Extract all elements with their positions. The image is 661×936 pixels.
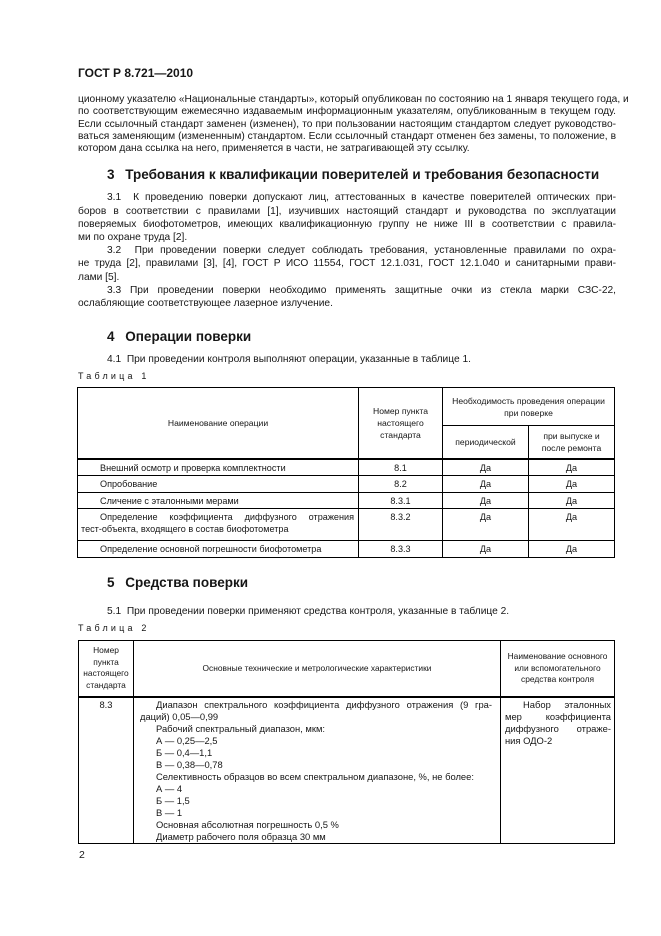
header-periodic: периодической xyxy=(443,426,529,459)
operation-cell: Определение основной погрешности биофотометра xyxy=(78,541,359,558)
clause-cell: 8.3.2 xyxy=(359,509,443,541)
clause-cell: 8.1 xyxy=(359,459,443,476)
clause-cell: 8.2 xyxy=(359,476,443,493)
clause-cell: 8.3 xyxy=(79,697,134,844)
clause-3-2 xyxy=(78,244,616,284)
clause-3-3 xyxy=(78,284,616,310)
table-1-caption: Таблица 1 xyxy=(78,370,150,381)
header-operation: Наименование операции xyxy=(78,388,359,459)
periodic-cell: Да xyxy=(443,493,529,509)
table-header-row xyxy=(78,388,615,426)
section-title: Средства поверки xyxy=(125,575,249,590)
section-number: 4 xyxy=(107,329,115,344)
clause-cell: 8.3.3 xyxy=(359,541,443,558)
table-2-verification-means xyxy=(78,640,615,844)
text-line: котором дана ссылка на него, применяется в части, не затрагивающей эту ссылку. xyxy=(78,143,470,155)
header-necessity: Необходимость проведения операции при поверке xyxy=(443,388,615,426)
periodic-cell: Да xyxy=(443,541,529,558)
page-number: 2 xyxy=(79,849,85,861)
table-row xyxy=(79,697,615,844)
release-repair-cell: Да xyxy=(529,476,615,493)
text-line: лами [5]. xyxy=(78,271,120,283)
clause-cell: 8.3.1 xyxy=(359,493,443,509)
table-row xyxy=(78,476,615,493)
text-line: 5.1 При проведении поверки применяют средства контроля, указанные в таблице 2. xyxy=(107,606,510,618)
operation-cell: Определение коэффициента диффузного отражения тест-объекта, входящего в состав биофотометра xyxy=(78,509,359,541)
text-line: не труда [2], правилами [3], [4], ГОСТ Р ИСО 11554, ГОСТ 12.1.031, ГОСТ 12.1.040 и санитарными прави- xyxy=(78,258,616,270)
section-title: Требования к квалификации поверителей и требования безопасности xyxy=(125,167,600,182)
text-line: по соответствующим ежемесячно издаваемым информационным указателям, опубликованным в текущем году. xyxy=(78,106,616,118)
clause-5-1 xyxy=(78,605,616,618)
operation-cell: Опробование xyxy=(78,476,359,493)
table-1-operations xyxy=(77,387,615,558)
section-3-clauses xyxy=(78,191,616,310)
header-characteristics: Основные технические и метрологические характеристики xyxy=(134,641,501,697)
text-line: Если ссылочный стандарт заменен (изменен), то при пользовании настоящим стандартом следует руководство- xyxy=(78,118,616,130)
text-line: ционному указателю «Национальные стандарты», который опубликован по состоянию на 1 января текущего года, и xyxy=(78,93,629,105)
clause-4-1 xyxy=(78,353,616,366)
release-repair-cell: Да xyxy=(529,493,615,509)
text-line: 3.1 К проведению поверки допускают лиц, аттестованных в качестве поверителей оптических при- xyxy=(107,192,616,204)
section-4-heading xyxy=(107,329,251,345)
text-line: поверяемых биофотометров, имеющих квалификационную группу не ниже III в соответствии с правила- xyxy=(78,218,616,230)
text-line: ваться заменяющим (измененным) стандартом. Если ссылочный стандарт отменен без замены, то положение, в xyxy=(78,130,616,142)
header-release-repair: при выпуске и после ремонта xyxy=(529,426,615,459)
operation-cell: Внешний осмотр и проверка комплектности xyxy=(78,459,359,476)
header-means: Наименование основного или вспомогательного средства контроля xyxy=(501,641,615,697)
table-row xyxy=(78,493,615,509)
periodic-cell: Да xyxy=(443,459,529,476)
text-line: боров в соответствии с правилами [1], изучивших настоящий стандарт и руководства по эксплуатации xyxy=(78,205,616,217)
section-5-heading xyxy=(107,575,248,591)
header-clause-number: Номер пункта настоящего стандарта xyxy=(359,388,443,459)
operation-cell: Сличение с эталонными мерами xyxy=(78,493,359,509)
intro-paragraph xyxy=(78,93,629,156)
release-repair-cell: Да xyxy=(529,459,615,476)
periodic-cell: Да xyxy=(443,509,529,541)
table-row xyxy=(78,509,615,541)
header-clause-number: Номер пункта настоящего стандарта xyxy=(79,641,134,697)
section-number: 5 xyxy=(107,575,115,590)
section-3-heading xyxy=(107,167,599,183)
release-repair-cell: Да xyxy=(529,541,615,558)
text-line: ми по охране труда [2]. xyxy=(78,231,188,243)
periodic-cell: Да xyxy=(443,476,529,493)
table-2-caption: Таблица 2 xyxy=(78,622,150,633)
section-number: 3 xyxy=(107,167,115,182)
characteristics-cell: Диапазон спектрального коэффициента диффузного отражения (9 гра- даций) 0,05—0,99 Рабочий спектральный диапазон, мкм: А — 0,25—2,5 Б — 0,4—1,1 В — 0,38—0,78 Селективность образцов во всем спектральном диапазоне, %, не более: А — 4 Б — 1,5 В — 1 Основная абсолютная погрешность 0,5 % Диаметр рабочего поля образца 30 мм xyxy=(134,697,501,844)
table-header-row xyxy=(79,641,615,697)
table-row xyxy=(78,459,615,476)
text-line: 4.1 При проведении контроля выполняют операции, указанные в таблице 1. xyxy=(107,354,471,366)
table-row xyxy=(78,541,615,558)
release-repair-cell: Да xyxy=(529,509,615,541)
document-code-header: ГОСТ Р 8.721—2010 xyxy=(78,66,194,80)
text-line: 3.3 При проведении поверки необходимо применять защитные очки из стекла марки СЗС-22, xyxy=(107,284,616,296)
text-line: 3.2 При проведении поверки следует соблюдать требования, установленные правилами по охра- xyxy=(107,245,616,257)
text-line: ослабляющие соответствующее лазерное излучение. xyxy=(78,297,333,309)
clause-3-1 xyxy=(78,191,616,244)
section-title: Операции поверки xyxy=(125,329,252,344)
means-cell: Набор эталонных мер коэффициента диффузного отраже- ния ОДО-2 xyxy=(501,697,615,844)
